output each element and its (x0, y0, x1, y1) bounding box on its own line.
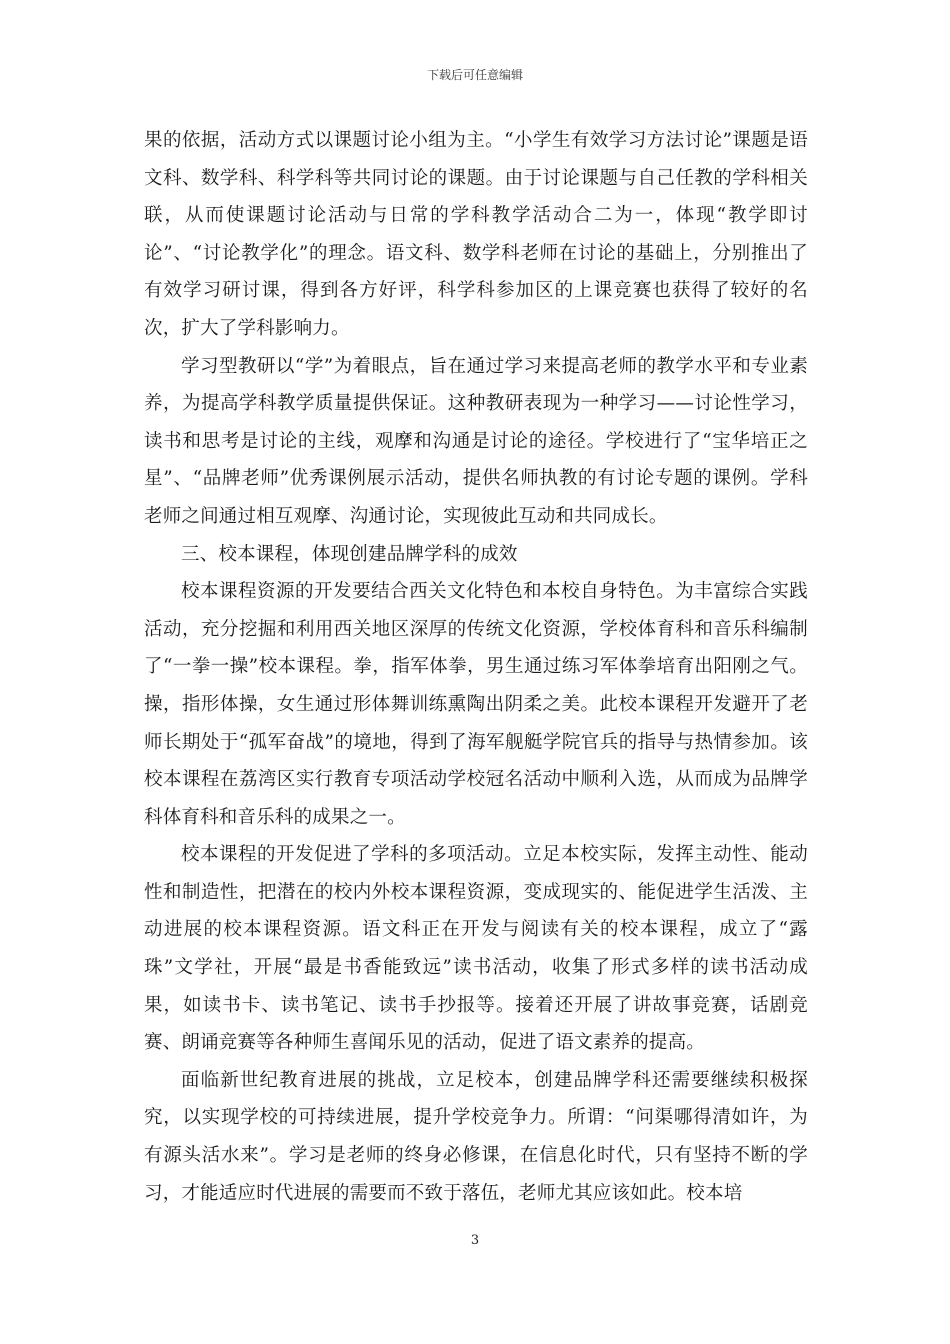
paragraph-learning-research: 学习型教研以“学”为着眼点，旨在通过学习来提高老师的教学水平和专业素养，为提高学科教学质量提供保证。这种教研表现为一种学习——讨论性学习，读书和思考是讨论的主线，观摩和沟通是讨论的途径。学校进行了“宝华培正之星”、“品牌老师”优秀课例展示活动，提供名师执教的有讨论专题的课例。学科老师之间通过相互观摩、沟通讨论，实现彼此互动和共同成长。 (144, 355, 808, 527)
page-header-note: 下载后可任意编辑 (426, 68, 523, 82)
paragraph-school-curriculum: 校本课程资源的开发要结合西关文化特色和本校自身特色。为丰富综合实践活动，充分挖掘和利用西关地区深厚的传统文化资源，学校体育科和音乐科编制了“一拳一操”校本课程。拳，指军体拳，男生通过练习军体拳培育出阳刚之气。操，指形体操，女生通过形体舞训练熏陶出阴柔之美。此校本课程开发避开了老师长期处于“孤军奋战”的境地，得到了海军舰艇学院官兵的指导与热情参加。该校本课程在荔湾区实行教育专项活动学校冠名活动中顺利入选，从而成为品牌学科体育科和音乐科的成果之一。 (144, 581, 808, 828)
paragraph-challenges: 面临新世纪教育进展的挑战，立足校本，创建品牌学科还需要继续积极探究，以实现学校的可持续进展，提升学校竞争力。所谓：“问渠哪得清如许，为有源头活水来”。学习是老师的终身必修课，在信息化时代，只有坚持不断的学习，才能适应时代进展的需要而不致于落伍，老师尤其应该如此。校本培 (144, 1069, 808, 1204)
paragraph-continuation: 果的依据，活动方式以课题讨论小组为主。“小学生有效学习方法讨论”课题是语文科、数学科、科学科等共同讨论的课题。由于讨论课题与自己任教的学科相关联，从而使课题讨论活动与日常的学科教学活动合二为一，体现“教学即讨论”、“讨论教学化”的理念。语文科、数学科老师在讨论的基础上，分别推出了有效学习研讨课，得到各方好评，科学科参加区的上课竞赛也获得了较好的名次，扩大了学科影响力。 (144, 130, 808, 339)
paragraph-curriculum-activities: 校本课程的开发促进了学科的多项活动。立足本校实际，发挥主动性、能动性和制造性，把潜在的校内外校本课程资源，变成现实的、能促进学生活泼、主动进展的校本课程资源。语文科正在开发与阅读有关的校本课程，成立了“露珠”文学社，开展“最是书香能致远”读书活动，收集了形式多样的读书活动成果，如读书卡、读书笔记、读书手抄报等。接着还开展了讲故事竞赛，话剧竞赛、朗诵竞赛等各种师生喜闻乐见的活动，促进了语文素养的提高。 (144, 844, 808, 1054)
section-heading: 三、校本课程，体现创建品牌学科的成效 (181, 543, 518, 565)
page-number: 3 (470, 1233, 480, 1248)
document-body (144, 122, 808, 1212)
